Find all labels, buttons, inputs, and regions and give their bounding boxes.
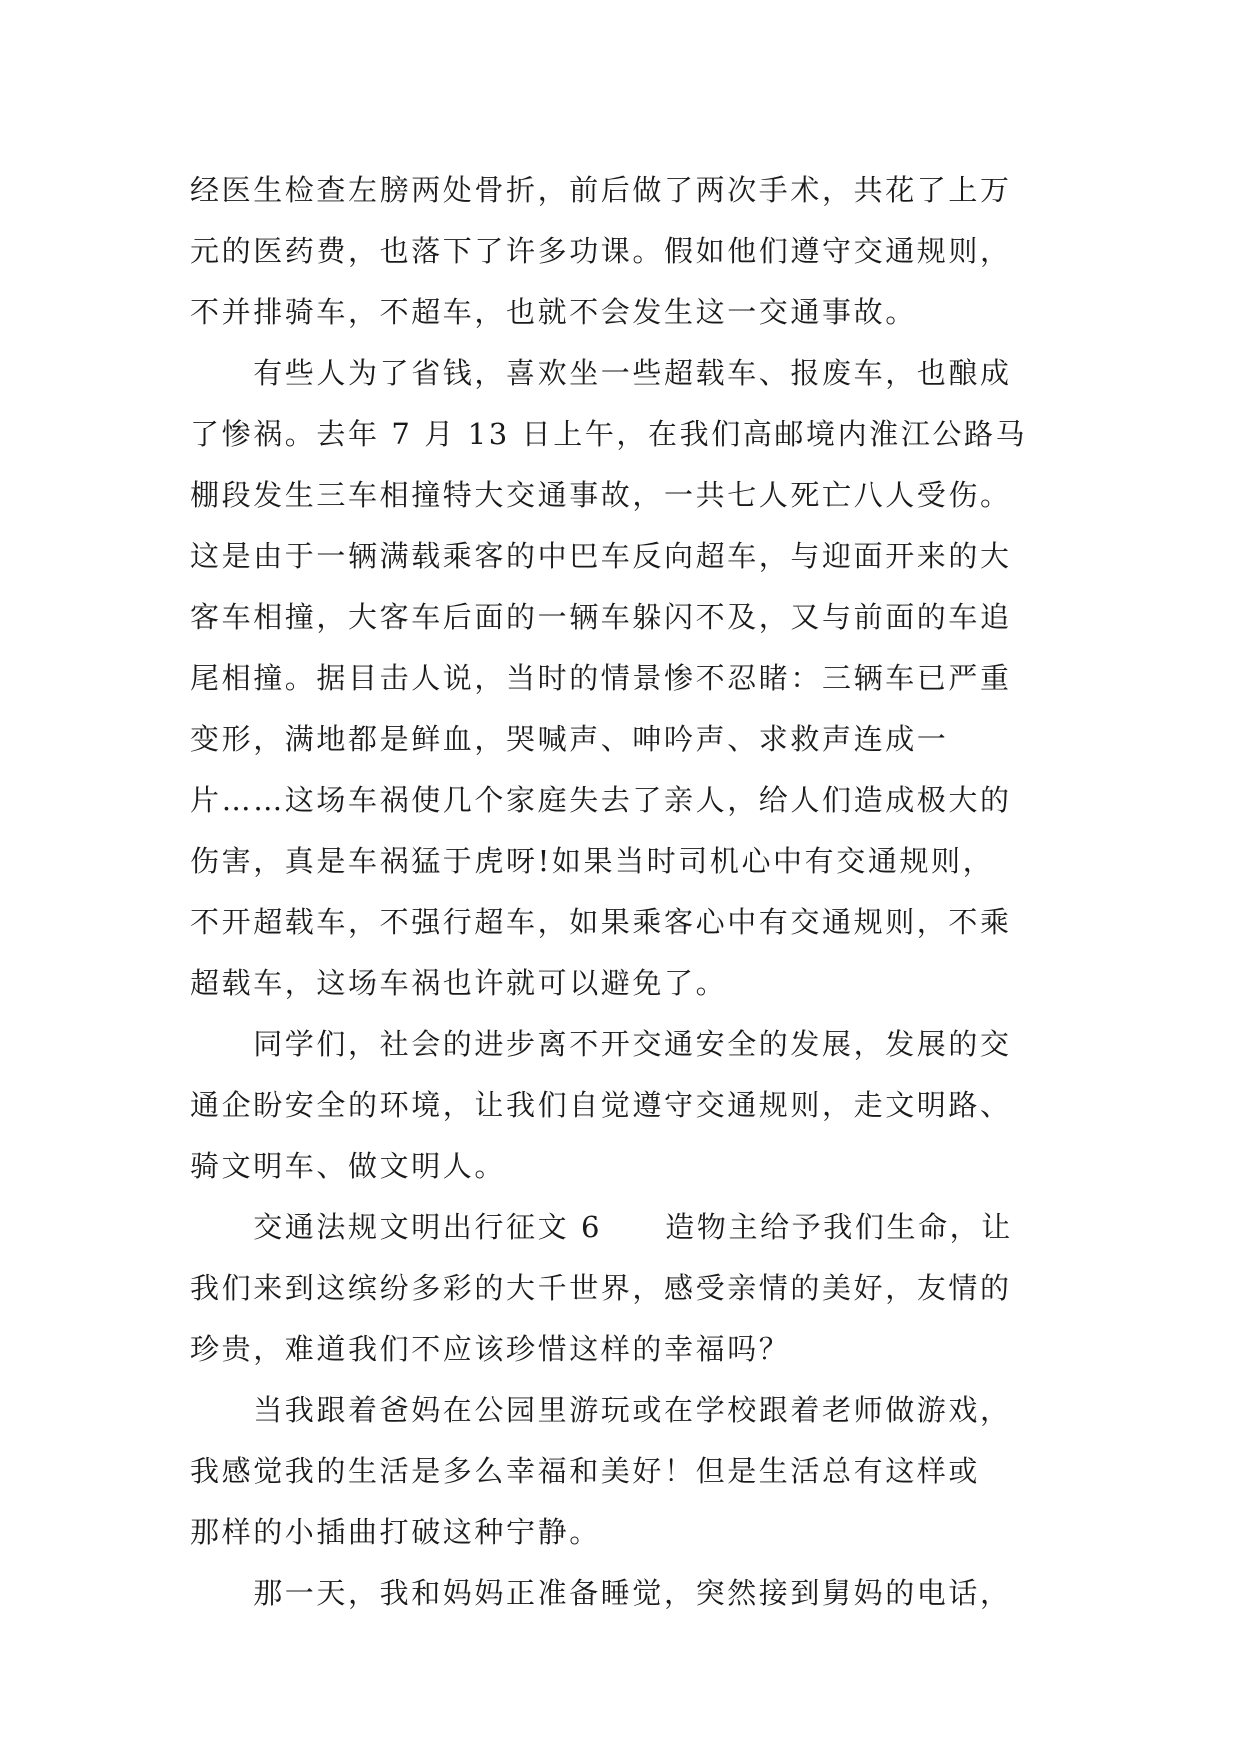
text-line-24: 那一天，我和妈妈正准备睡觉，突然接到舅妈的电话，	[190, 1576, 1012, 1610]
document-body	[190, 160, 1070, 1624]
text-line-7: 这是由于一辆满载乘客的中巴车反向超车，与迎面开来的大	[190, 539, 1012, 573]
text-line-3: 不并排骑车，不超车，也就不会发生这一交通事故。	[190, 295, 917, 329]
text-line-12: 伤害，真是车祸猛于虎呀!如果当时司机心中有交通规则，	[190, 844, 995, 878]
text-line-6: 棚段发生三车相撞特大交通事故，一共七人死亡八人受伤。	[190, 478, 1012, 512]
text-line-14: 超载车，这场车祸也许就可以避免了。	[190, 966, 728, 1000]
text-line-13: 不开超载车，不强行超车，如果乘客心中有交通规则，不乘	[190, 905, 1012, 939]
text-line-1: 经医生检查左膀两处骨折，前后做了两次手术，共花了上万	[190, 173, 1012, 207]
text-line-9: 尾相撞。据目击人说，当时的情景惨不忍睹：三辆车已严重	[190, 661, 1012, 695]
text-line-22: 我感觉我的生活是多么幸福和美好！但是生活总有这样或	[190, 1454, 981, 1488]
text-line-2: 元的医药费，也落下了许多功课。假如他们遵守交通规则，	[190, 234, 1012, 268]
text-line-15: 同学们，社会的进步离不开交通安全的发展，发展的交	[190, 1027, 1012, 1061]
text-line-5: 了惨祸。去年 7 月 13 日上午，在我们高邮境内淮江公路马	[190, 417, 1028, 451]
text-line-20: 珍贵，难道我们不应该珍惜这样的幸福吗？	[190, 1332, 791, 1366]
text-line-4: 有些人为了省钱，喜欢坐一些超载车、报废车，也酿成	[190, 356, 1012, 390]
text-line-10: 变形，满地都是鲜血，哭喊声、呻吟声、求救声连成一	[190, 722, 949, 756]
text-line-16: 通企盼安全的环境，让我们自觉遵守交通规则，走文明路、	[190, 1088, 1012, 1122]
text-line-18: 交通法规文明出行征文 6 造物主给予我们生命，让	[190, 1210, 1013, 1244]
text-line-17: 骑文明车、做文明人。	[190, 1149, 507, 1183]
text-line-21: 当我跟着爸妈在公园里游玩或在学校跟着老师做游戏，	[190, 1393, 1012, 1427]
text-line-8: 客车相撞，大客车后面的一辆车躲闪不及，又与前面的车追	[190, 600, 1012, 634]
text-line-23: 那样的小插曲打破这种宁静。	[190, 1515, 601, 1549]
text-line-11: 片……这场车祸使几个家庭失去了亲人，给人们造成极大的	[190, 783, 1012, 817]
text-line-19: 我们来到这缤纷多彩的大千世界，感受亲情的美好，友情的	[190, 1271, 1012, 1305]
